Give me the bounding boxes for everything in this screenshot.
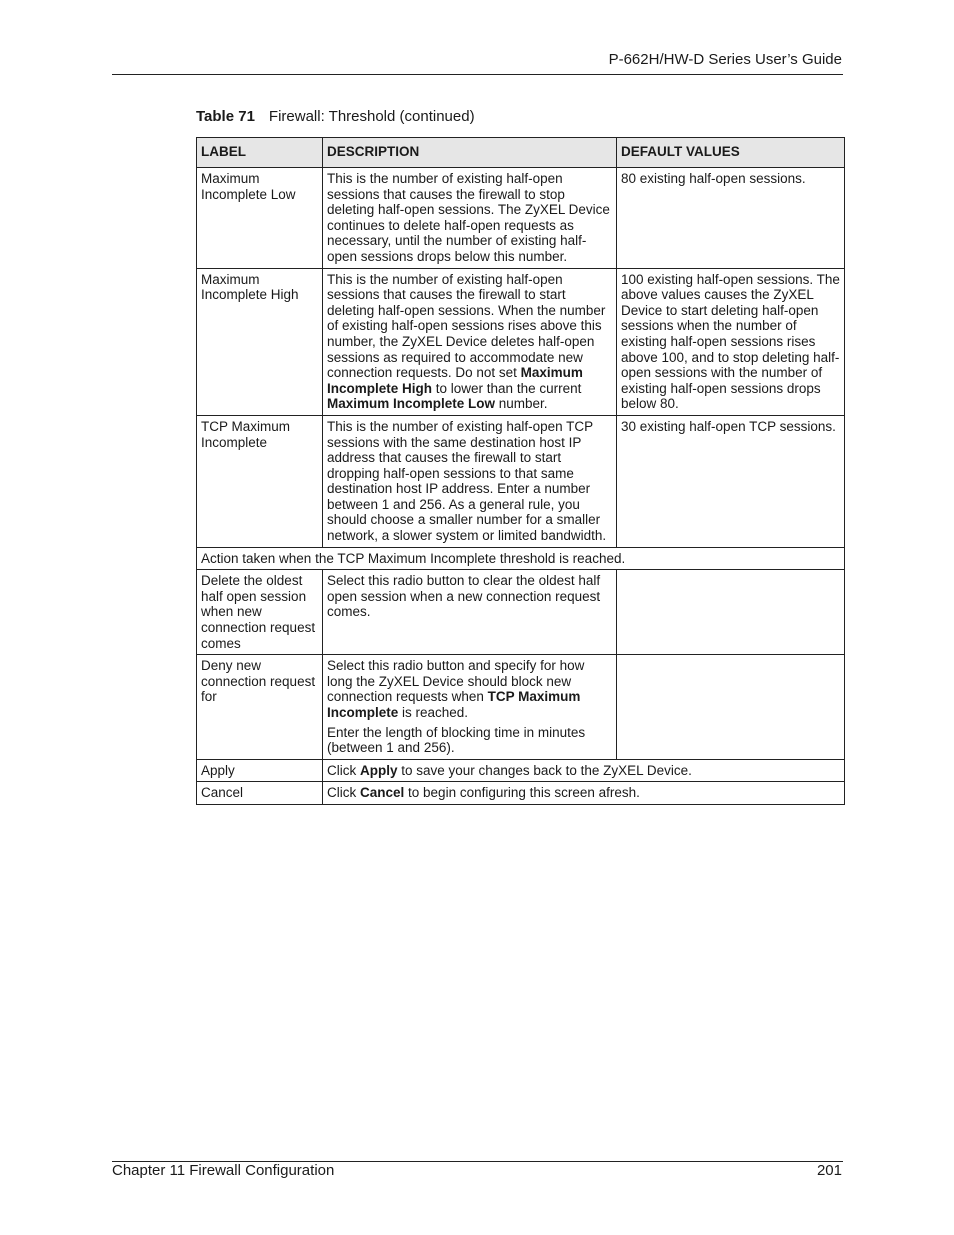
firewall-threshold-table <box>196 137 845 805</box>
description-bold: Apply <box>360 762 398 778</box>
table-row <box>197 168 845 269</box>
description-bold: Cancel <box>360 785 405 801</box>
description-text: number. <box>495 396 548 412</box>
description-text: to begin configuring this screen afresh. <box>404 785 640 801</box>
table-row <box>197 782 845 805</box>
description-bold: Maximum Incomplete Low <box>327 396 496 412</box>
description-text: to lower than the current <box>432 380 582 396</box>
row-default-value: 30 existing half-open TCP sessions. <box>617 415 845 547</box>
table-row <box>197 759 845 782</box>
row-label: Deny new connection request for <box>197 655 323 760</box>
running-header: P-662H/HW-D Series User’s Guide <box>608 51 842 68</box>
row-description: This is the number of existing half-open sessions that causes the firewall to stop deleting half-open sessions. The ZyXEL Device continues to delete half-open requests as necessary, until the number of existing half-open sessions drops below this number. <box>323 168 617 269</box>
description-paragraph: Enter the length of blocking time in minutes (between 1 and 256). <box>327 724 586 756</box>
row-label: Apply <box>197 759 323 782</box>
row-default-value <box>617 570 845 655</box>
row-default-value <box>617 655 845 760</box>
footer-chapter: Chapter 11 Firewall Configuration <box>112 1162 335 1179</box>
description-text: is reached. <box>398 705 469 720</box>
description-text: Click <box>327 762 360 778</box>
table-row <box>197 268 845 415</box>
column-header-description: DESCRIPTION <box>323 138 617 168</box>
row-default-value: 100 existing half-open sessions. The above values causes the ZyXEL Device to start deleting half-open sessions when the number of existing half-open sessions rises above 100, and to stop deleting half-open sessions with the number of existing half-open sessions drops below 80. <box>617 268 845 415</box>
table-section-row <box>197 547 845 570</box>
description-bold: TCP Maximum Incomplete <box>327 689 581 720</box>
row-description <box>323 268 617 415</box>
row-description <box>323 759 845 782</box>
description-paragraph <box>327 658 612 720</box>
row-label: Delete the oldest half open session when new connection request comes <box>197 570 323 655</box>
row-label: Cancel <box>197 782 323 805</box>
description-text: Click <box>327 785 360 801</box>
header-rule <box>112 74 843 75</box>
table-number: Table 71 <box>196 108 255 125</box>
section-description: Action taken when the TCP Maximum Incomplete threshold is reached. <box>197 547 845 570</box>
table-row <box>197 415 845 547</box>
row-label: Maximum Incomplete Low <box>197 168 323 269</box>
column-header-label: LABEL <box>197 138 323 168</box>
row-description: Select this radio button to clear the oldest half open session when a new connection request comes. <box>323 570 617 655</box>
page-number: 201 <box>816 1162 842 1179</box>
table-title: Firewall: Threshold (continued) <box>268 108 475 125</box>
table-row <box>197 570 845 655</box>
column-header-default-values: DEFAULT VALUES <box>617 138 845 168</box>
row-description <box>323 782 845 805</box>
description-text: Select this radio button and specify for how long the ZyXEL Device should block new connection requests when <box>327 658 585 705</box>
description-text: This is the number of existing half-open sessions that causes the firewall to start deleting half-open sessions. When the number of existing half-open sessions rises above this number, the ZyXEL Device deletes half-open sessions as required to accommodate new connection requests. Do not set <box>327 271 606 381</box>
row-description: This is the number of existing half-open TCP sessions with the same destination host IP address that causes the firewall to start dropping half-open sessions to that same destination host IP address. Enter a number between 1 and 256. As a general rule, you should choose a smaller number for a smaller network, a slower system or limited bandwidth. <box>323 415 617 547</box>
row-default-value: 80 existing half-open sessions. <box>617 168 845 269</box>
description-bold: Maximum Incomplete High <box>327 365 583 396</box>
row-label: Maximum Incomplete High <box>197 268 323 415</box>
table-header-row <box>197 138 845 168</box>
row-label: TCP Maximum Incomplete <box>197 415 323 547</box>
description-text: to save your changes back to the ZyXEL Device. <box>397 762 692 778</box>
table-caption <box>196 108 475 125</box>
table-row <box>197 655 845 760</box>
row-description <box>323 655 617 760</box>
